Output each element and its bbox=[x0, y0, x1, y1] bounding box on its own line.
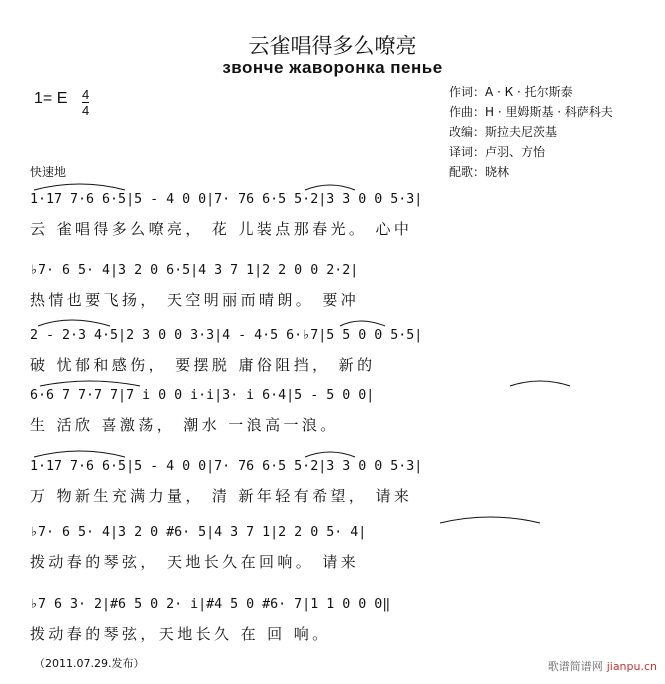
tempo-marking: 快速地 bbox=[30, 165, 67, 179]
song-title-russian: звонче жаворонка пенье bbox=[222, 58, 443, 77]
credit-composer: 作曲：Н · 里姆斯基 · 科萨科夫 bbox=[449, 105, 613, 119]
notation-row-7: ♭7 6 3· 2|#6 5 0 2· i|#4 5 0 #6· 7|1 1 0 0 0‖ bbox=[30, 597, 391, 612]
notation-row-2: ♭7· 6 5· 4|3 2 0 6·5|4 3 7 1|2 2 0 0 2·2| bbox=[30, 263, 359, 278]
watermark-site-name: 歌谱简谱网 bbox=[547, 660, 603, 673]
credit-arranger: 改编：斯拉夫尼茨基 bbox=[449, 125, 558, 139]
lyrics-row-7: 拨动春的琴弦，天地长久 在 回 响。 bbox=[30, 625, 331, 643]
lyrics-row-2: 热情也要飞扬， 天空明丽而晴朗。 要冲 bbox=[30, 291, 360, 309]
lyrics-row-3: 破 忧郁和感伤， 要摆脱 庸俗阻挡， 新的 bbox=[30, 356, 376, 374]
notation-row-4: 6·6 7 7·7 7|7 i 0 0 i·i|3· i 6·4|5 - 5 0 0| bbox=[30, 388, 375, 403]
song-title-chinese: 云雀唱得多么嘹亮 bbox=[248, 34, 417, 58]
watermark-url: jianpu.cn bbox=[606, 660, 657, 673]
watermark bbox=[548, 658, 657, 674]
credit-lyricist: 作词：А · К · 托尔斯泰 bbox=[449, 85, 573, 99]
lyrics-row-6: 拨动春的琴弦， 天地长久在回响。 请来 bbox=[30, 553, 360, 571]
lyrics-row-5: 万 物新生充满力量， 清 新年轻有希望， 请来 bbox=[30, 487, 413, 505]
lyrics-row-4: 生 活欣 喜激荡， 潮水 一浪高一浪。 bbox=[30, 416, 339, 434]
credit-lyric-adapter: 配歌：晓林 bbox=[449, 165, 510, 179]
notation-row-3: 2 - 2·3 4·5|2 3 0 0 3·3|4 - 4·5 6·♭7|5 5 0 0 5·5| bbox=[30, 328, 423, 343]
notation-row-5: 1·17 7·6 6·5|5 - 4 0 0|7· 76 6·5 5·2|3 3 0 0 5·3| bbox=[30, 459, 423, 474]
notation-row-1: 1·17 7·6 6·5|5 - 4 0 0|7· 76 6·5 5·2|3 3 0 0 5·3| bbox=[30, 192, 423, 207]
time-signature-bottom: 4 bbox=[82, 103, 90, 118]
key-signature: 1= E bbox=[34, 90, 68, 107]
credit-translator: 译词：卢羽、方怡 bbox=[449, 145, 546, 159]
time-signature-top: 4 bbox=[82, 87, 90, 102]
publish-date: （2011.07.29.发布） bbox=[34, 657, 145, 670]
lyrics-row-1: 云 雀唱得多么嘹亮， 花 儿装点那春光。 心中 bbox=[30, 220, 413, 238]
notation-row-6: ♭7· 6 5· 4|3 2 0 #6· 5|4 3 7 1|2 2 0 5· 4| bbox=[30, 525, 367, 540]
